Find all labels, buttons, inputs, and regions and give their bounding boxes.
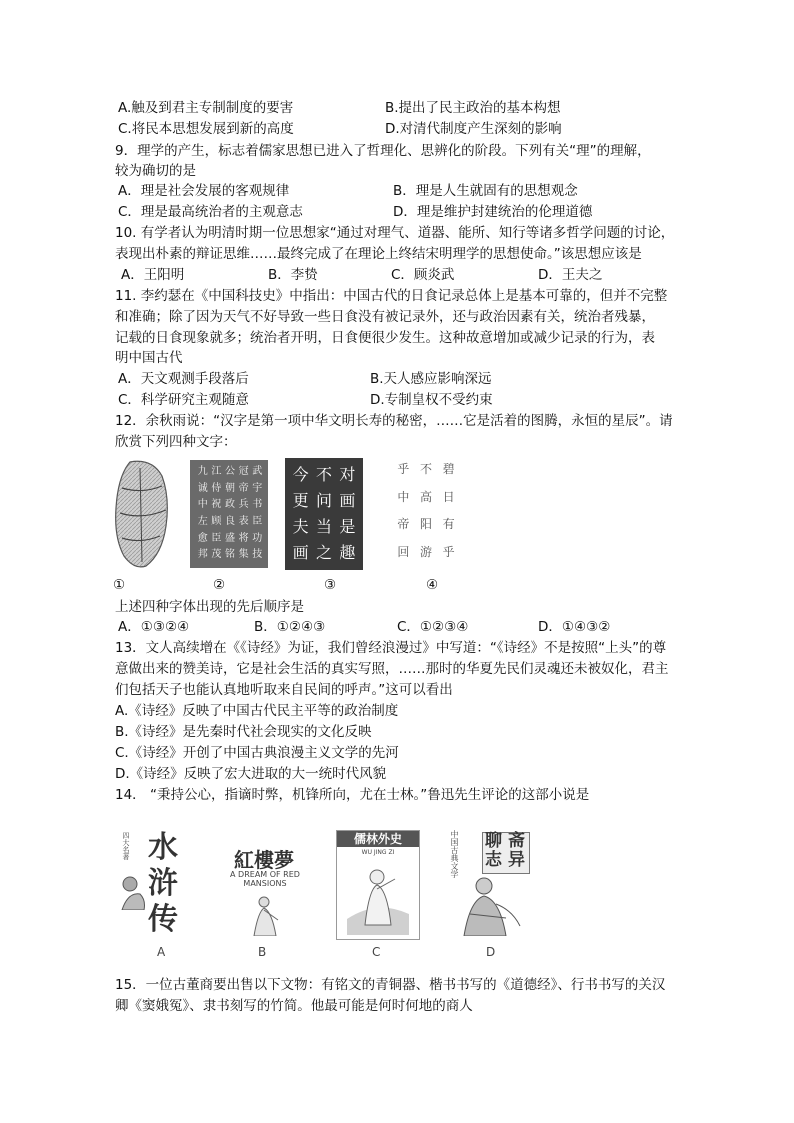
q11-option-b: B.天人感应影响深远 <box>370 371 492 387</box>
bronze-inscription-char: 冠 <box>238 466 249 477</box>
book-d-subtitle: 中国古典文学 <box>450 830 459 878</box>
bronze-inscription-char: 盛 <box>224 532 235 544</box>
q12-stem-line-1: 12．余秋雨说：“汉字是第一项中华文明长寿的秘密，……它是活着的图腾，永恒的星辰”。请 <box>115 413 673 429</box>
q13-stem-line-2: 意做出来的赞美诗，它是社会生活的真实写照，……那时的华夏先民们灵魂还未被奴化，君主 <box>115 661 669 677</box>
cursive-script-char: 有 <box>442 517 455 531</box>
q8-option-d: D.对清代制度产生深刻的影响 <box>385 121 562 137</box>
q9-option-d: D．理是维护封建统治的伦理道德 <box>393 204 593 220</box>
book-c-subtitle: WU JING ZI <box>361 849 395 856</box>
bronze-inscription-char: 技 <box>252 549 263 561</box>
seal-script-char: 问 <box>315 491 332 510</box>
q13-stem-line-1: 13．文人高续增在《《诗经》为证，我们曾经浪漫过》中写道：“《诗经》不是按照“上头”的尊 <box>115 640 667 656</box>
bronze-inscription-char: 表 <box>238 515 249 527</box>
bronze-inscription-char: 江 <box>211 466 222 477</box>
q10-option-c: C．顾炎武 <box>391 267 455 283</box>
q11-stem-line-3: 记载的日食现象就多；统治者开明，日食便很少发生。这种故意增加或减少记录的行为，表 <box>115 330 655 346</box>
cursive-script-char: 回 <box>397 544 410 559</box>
q9-option-c: C．理是最高统治者的主观意志 <box>118 204 303 220</box>
bronze-inscription-char: 邦 <box>197 549 208 561</box>
cursive-script-char: 乎 <box>397 462 410 476</box>
q12-option-d: D．①④③② <box>538 619 611 635</box>
book-b-title: 紅樓夢 <box>234 848 294 872</box>
q11-option-a: A．天文观测手段落后 <box>118 371 249 387</box>
q9-stem-line-2: 较为确切的是 <box>115 163 196 179</box>
bronze-inscription-char: 祝 <box>211 499 222 511</box>
cursive-script-char: 不 <box>419 462 432 476</box>
book-d-title: 聊 斋 志 异 <box>485 831 525 870</box>
cursive-script-char: 阳 <box>419 517 432 531</box>
q14-stem: 14． “秉持公心，指谪时弊，机锋所向，尤在士林。”鲁迅先生评论的这部小说是 <box>115 787 590 803</box>
cursive-script-char: 帝 <box>397 517 410 531</box>
bronze-inscription-char: 宇 <box>252 482 263 494</box>
bronze-inscription-char: 公 <box>224 466 235 477</box>
q15-stem-line-1: 15．一位古董商要出售以下文物：有铭文的青铜器、楷书书写的《道德经》、行书书写的关汉 <box>115 977 666 993</box>
q9-option-b: B．理是人生就固有的思想观念 <box>393 183 578 199</box>
book-d-label: D <box>486 945 496 959</box>
q8-option-a: A.触及到君主专制制度的要害 <box>118 100 294 116</box>
q12-option-a: A．①③②④ <box>118 619 190 635</box>
q11-stem-line-1: 11. 李约瑟在《中国科技史》中指出：中国古代的日食记录总体上是基本可靠的，但并不完整 <box>115 288 668 304</box>
bronze-inscription-char: 武 <box>252 466 263 477</box>
book-cover-b <box>224 830 304 938</box>
seal-script-char: 当 <box>315 517 332 536</box>
q15-stem-line-2: 卿《窦娥冤》、隶书刻写的竹简。他最可能是何时何地的商人 <box>115 998 473 1014</box>
seal-script-char: 之 <box>315 543 332 562</box>
q12-stem-line-2: 欣赏下列四种文字： <box>115 434 237 450</box>
book-c-title: 儒林外史 <box>353 832 402 846</box>
seal-script-char: 是 <box>339 517 356 536</box>
q13-option-c: C.《诗经》开创了中国古典浪漫主义文学的先河 <box>115 745 399 761</box>
seal-script-char: 趣 <box>339 543 356 562</box>
bronze-inscription-char: 愈 <box>197 532 208 544</box>
book-cover-c <box>336 830 420 940</box>
image-label-3: ③ <box>324 577 337 593</box>
book-a-title: 水 浒 传 <box>148 830 178 937</box>
bronze-inscription-char: 功 <box>252 532 263 544</box>
q10-option-b: B．李贽 <box>268 267 318 283</box>
seal-script-char: 对 <box>339 465 356 484</box>
q11-stem-line-2: 和准确；除了因为天气不好导致一些日食没有被记录外，还与政治因素有关，统治者残暴， <box>115 309 655 325</box>
q11-option-c: C．科学研究主观随意 <box>118 392 249 408</box>
bronze-inscription-char: 将 <box>238 532 249 544</box>
bronze-inscription-char: 侍 <box>211 482 222 494</box>
bronze-inscription-char: 政 <box>224 499 235 511</box>
q8-option-b: B.提出了民主政治的基本构想 <box>385 100 561 116</box>
q12-option-c: C．①②③④ <box>397 619 469 635</box>
bronze-inscription-char: 左 <box>197 515 208 527</box>
image-label-4: ④ <box>426 577 439 593</box>
bronze-inscription-char: 臣 <box>252 515 263 527</box>
q13-option-a: A.《诗经》反映了中国古代民主平等的政治制度 <box>115 703 399 719</box>
image-label-2: ② <box>213 577 226 593</box>
book-a-label: A <box>157 945 166 959</box>
seal-script-image <box>285 458 363 570</box>
q12-option-b: B．①②④③ <box>254 619 326 635</box>
book-a-subtitle: 四大名著 <box>122 832 130 860</box>
seal-script-char: 画 <box>292 543 309 562</box>
q12-question: 上述四种字体出现的先后顺序是 <box>115 599 304 615</box>
oracle-bone-image <box>112 458 170 570</box>
bronze-inscription-char: 诚 <box>197 482 208 494</box>
seal-script-char: 不 <box>315 465 332 484</box>
book-c-label: C <box>372 945 381 959</box>
image-label-1: ① <box>113 577 126 593</box>
bronze-inscription-image <box>190 460 268 568</box>
seal-script-char: 画 <box>339 491 356 510</box>
bronze-inscription-char: 帝 <box>238 482 249 494</box>
q11-option-d: D.专制皇权不受约束 <box>370 392 493 408</box>
cursive-script-char: 日 <box>442 489 455 504</box>
bronze-inscription-char: 九 <box>197 466 208 477</box>
bronze-inscription-char: 顾 <box>211 515 222 527</box>
cursive-script-char: 乎 <box>442 544 455 559</box>
cursive-script-char: 中 <box>397 489 410 504</box>
bronze-inscription-char: 中 <box>197 499 208 511</box>
bronze-inscription-char: 书 <box>252 499 263 511</box>
cursive-script-char: 游 <box>419 544 432 559</box>
q10-stem-line-2: 表现出朴素的辩证思维……最终完成了在理论上终结宋明理学的思想使命。”该思想应该是 <box>115 246 642 262</box>
q10-option-d: D．王夫之 <box>538 267 603 283</box>
cursive-script-char: 高 <box>419 489 432 504</box>
book-cover-d <box>446 830 530 938</box>
bronze-inscription-char: 朝 <box>224 482 235 494</box>
seal-script-char: 今 <box>292 465 309 484</box>
bronze-inscription-char: 铭 <box>224 549 235 561</box>
bronze-inscription-char: 臣 <box>211 532 222 544</box>
bronze-inscription-char: 兵 <box>238 499 249 511</box>
q13-option-b: B.《诗经》是先秦时代社会现实的文化反映 <box>115 724 372 740</box>
q9-stem-line-1: 9．理学的产生，标志着儒家思想已进入了哲理化、思辨化的阶段。下列有关“理”的理解， <box>115 143 651 159</box>
q9-option-a: A．理是社会发展的客观规律 <box>118 183 290 199</box>
bronze-inscription-char: 良 <box>224 515 235 527</box>
q13-option-d: D.《诗经》反映了宏大进取的大一统时代风貌 <box>115 766 387 782</box>
seal-script-char: 更 <box>292 491 309 510</box>
q10-stem-line-1: 10. 有学者认为明清时期一位思想家“通过对理气、道器、能所、知行等诸多哲学问题的讨论， <box>115 225 675 241</box>
q11-stem-line-4: 明中国古代 <box>115 350 183 366</box>
q13-stem-line-3: 们包括天子也能认真地听取来自民间的呼声。”这可以看出 <box>115 682 453 698</box>
cursive-script-char: 碧 <box>442 462 455 476</box>
q10-option-a: A．王阳明 <box>121 267 185 283</box>
seal-script-char: 夫 <box>292 517 309 536</box>
book-b-subtitle: A DREAM OF RED MANSIONS <box>230 870 300 888</box>
bronze-inscription-char: 集 <box>238 549 249 561</box>
book-b-label: B <box>258 945 267 959</box>
cursive-script-image <box>392 456 460 566</box>
book-cover-a <box>118 830 182 938</box>
q8-option-c: C.将民本思想发展到新的高度 <box>118 121 294 137</box>
bronze-inscription-char: 茂 <box>211 549 222 561</box>
